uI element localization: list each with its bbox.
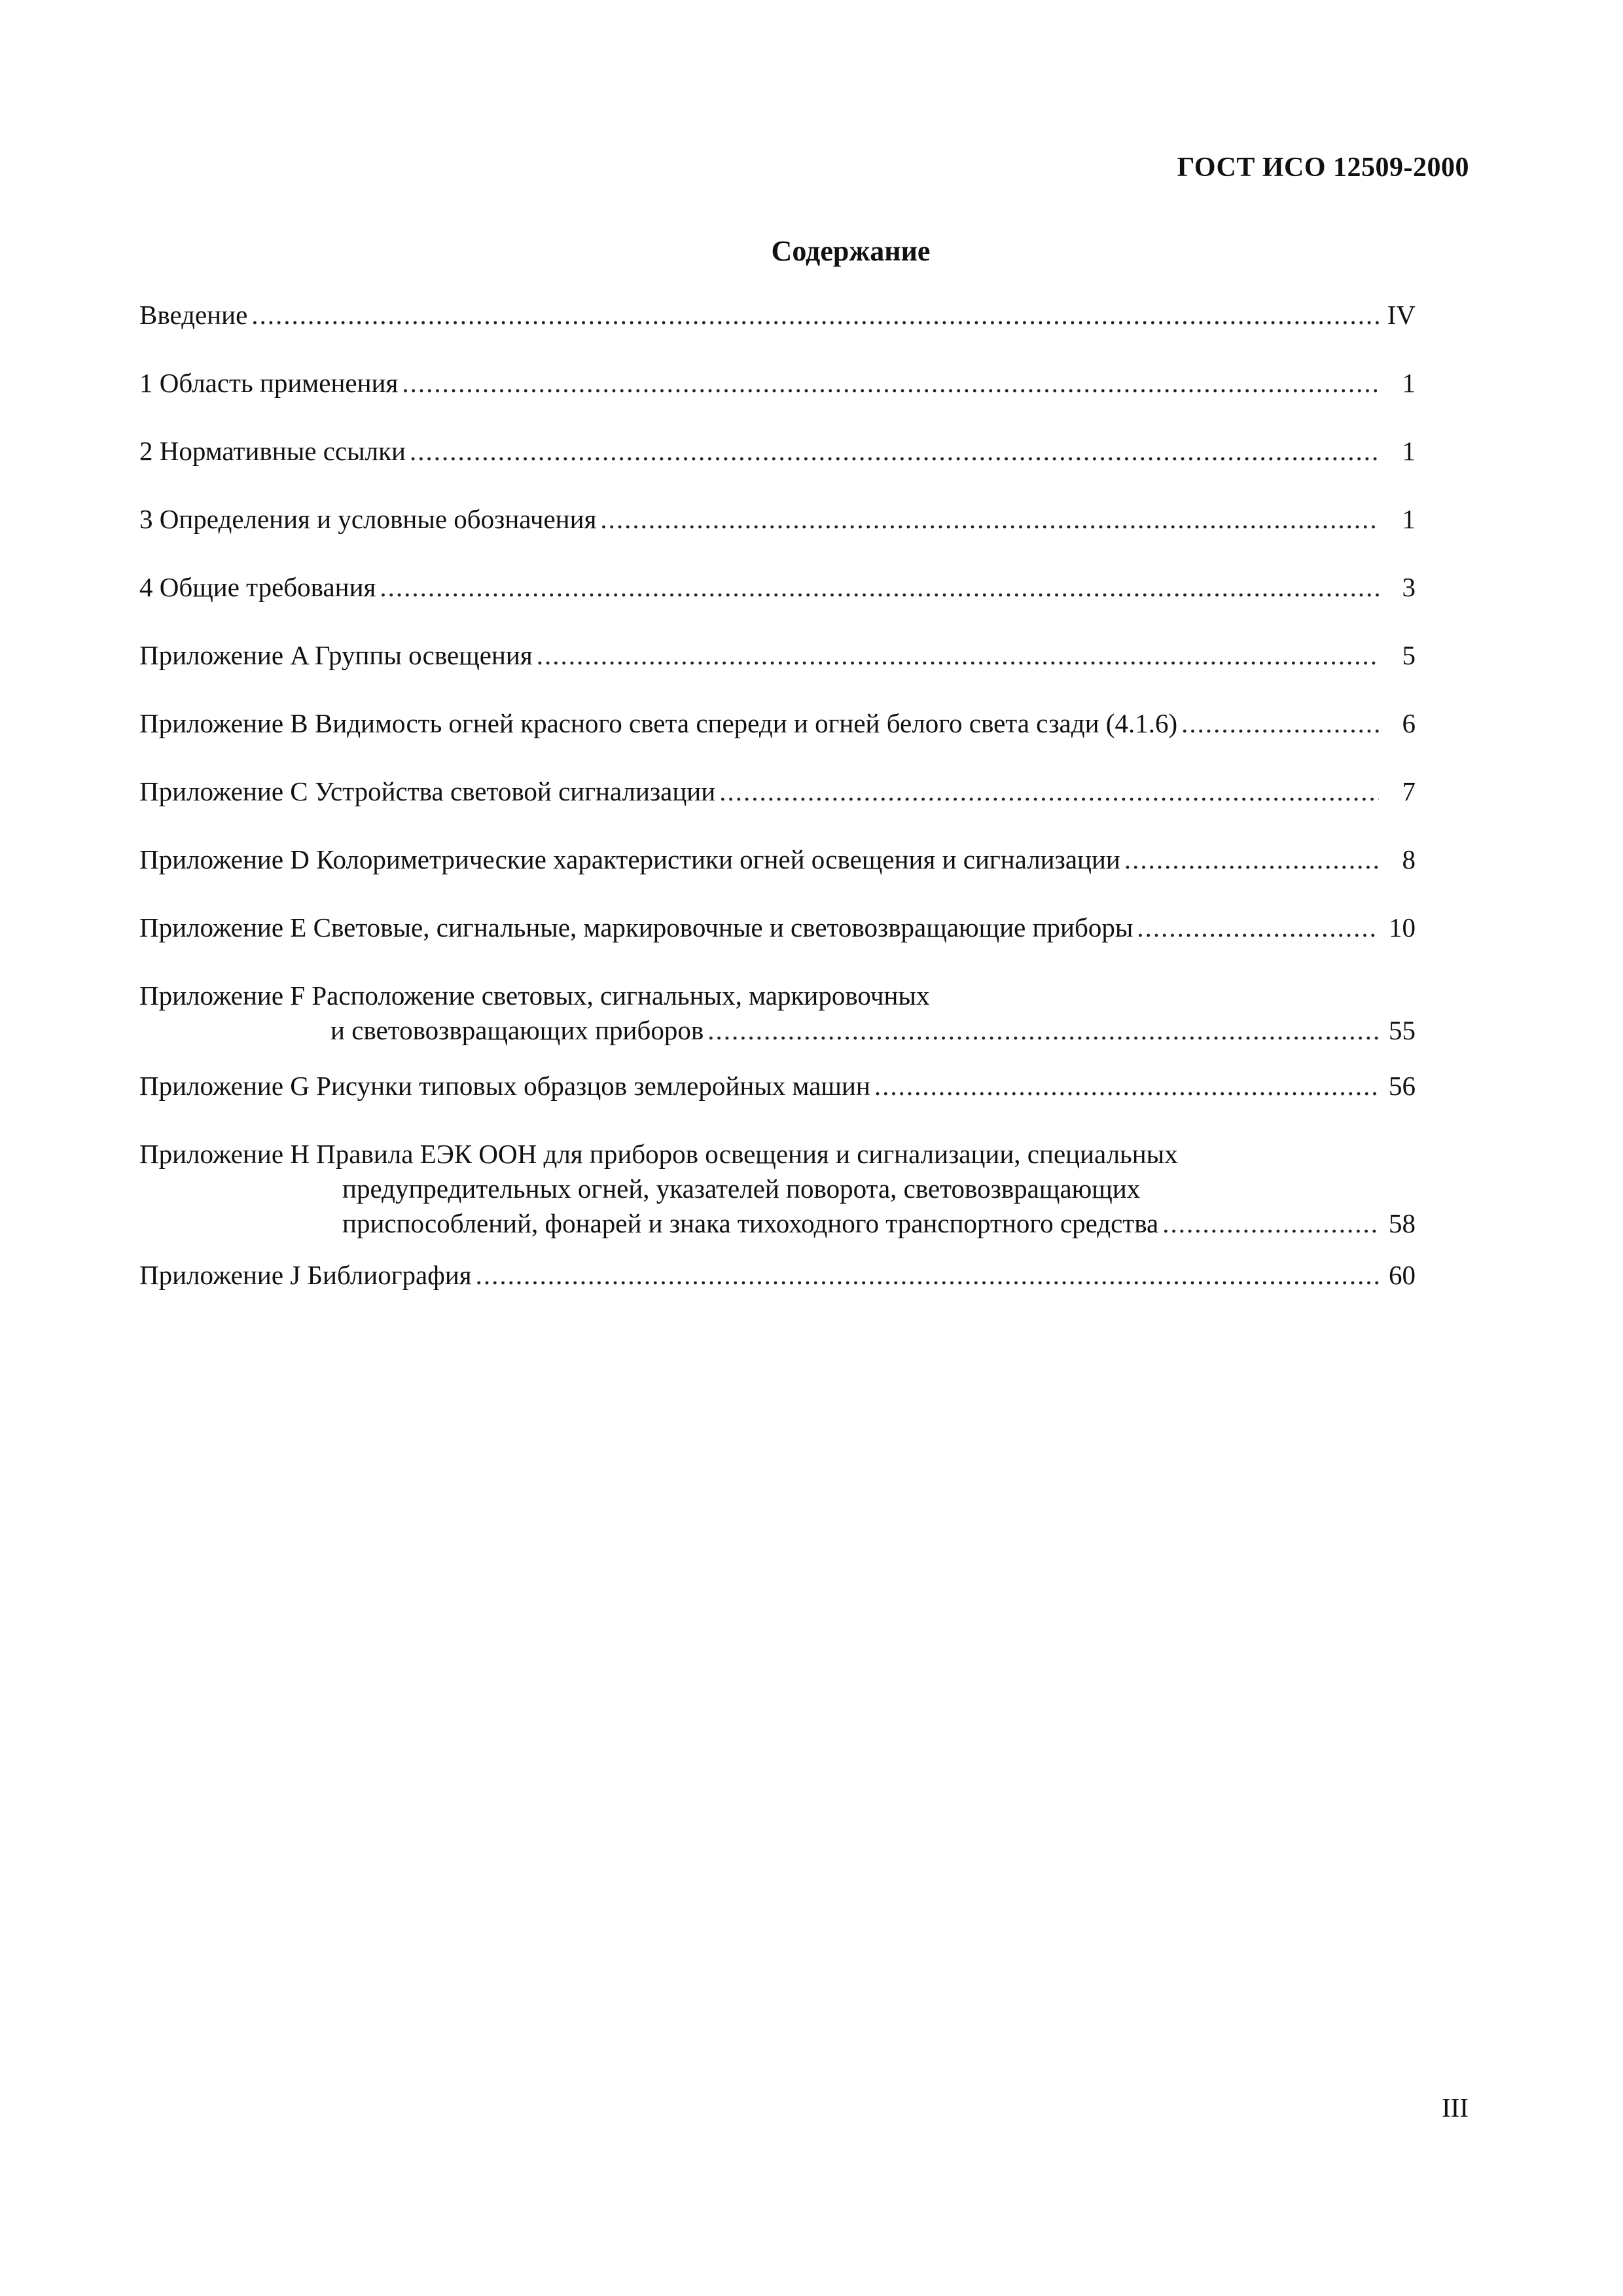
toc-entry-page: IV <box>1387 300 1416 330</box>
dot-leader <box>380 570 1379 605</box>
toc-entry-text: Приложение E Световые, сигнальные, маркировочные и световозвращающие приборы <box>139 912 1133 942</box>
toc-title: Содержание <box>771 235 931 267</box>
toc-entry-text-continued: предупредительных огней, указателей поворота, световозвращающих <box>342 1174 1141 1204</box>
dot-leader <box>537 638 1379 673</box>
toc-entry-general-requirements[interactable] <box>139 570 1416 605</box>
toc-entry-text: 2 Нормативные ссылки <box>139 436 406 466</box>
toc-entry-page: 1 <box>1402 436 1416 466</box>
toc-entry-text: Приложение D Колориметрические характеристики огней освещения и сигнализации <box>139 844 1120 874</box>
dot-leader <box>719 774 1379 809</box>
toc-entry-text: Приложение G Рисунки типовых образцов землеройных машин <box>139 1071 870 1101</box>
dot-leader <box>1162 1206 1379 1241</box>
toc-entry-text: Приложение B Видимость огней красного света спереди и огней белого света сзади (4.1.6) <box>139 708 1178 738</box>
toc-entry-text: Приложение F Расположение световых, сигнальных, маркировочных <box>139 980 930 1011</box>
toc-entry-introduction[interactable] <box>139 298 1416 332</box>
toc-entry-references[interactable] <box>139 434 1416 469</box>
toc-entry-text: 3 Определения и условные обозначения <box>139 504 597 534</box>
toc-entry-page: 8 <box>1402 844 1416 874</box>
toc-entry-page: 55 <box>1389 1015 1416 1045</box>
toc-entry-page: 60 <box>1389 1260 1416 1290</box>
toc-entry-text: Приложение C Устройства световой сигнализации <box>139 776 716 806</box>
dot-leader <box>874 1069 1379 1103</box>
toc-entry-annex-h[interactable] <box>139 1137 1416 1241</box>
dot-leader <box>707 1013 1379 1048</box>
dot-leader <box>1137 910 1379 945</box>
dot-leader <box>476 1258 1379 1293</box>
toc-entry-text: 4 Общие требования <box>139 572 376 602</box>
toc-entry-text: Приложение J Библиография <box>139 1260 472 1290</box>
dot-leader <box>1124 842 1379 877</box>
dot-leader <box>410 434 1379 469</box>
toc-entry-annex-g[interactable] <box>139 1069 1416 1103</box>
document-code: ГОСТ ИСО 12509-2000 <box>1177 152 1469 183</box>
toc-entry-annex-b[interactable] <box>139 706 1416 741</box>
toc-entry-annex-j[interactable] <box>139 1258 1416 1293</box>
toc-entry-annex-a[interactable] <box>139 638 1416 673</box>
toc-entry-annex-f[interactable] <box>139 978 1416 1048</box>
toc-entry-annex-d[interactable] <box>139 842 1416 877</box>
toc-entry-text: Приложение H Правила ЕЭК ООН для приборов освещения и сигнализации, специальных <box>139 1139 1178 1169</box>
toc-entry-annex-e[interactable] <box>139 910 1416 945</box>
toc-entry-scope[interactable] <box>139 366 1416 401</box>
toc-entry-page: 3 <box>1402 572 1416 602</box>
dot-leader <box>402 366 1379 401</box>
dot-leader <box>600 502 1379 537</box>
toc-entry-definitions[interactable] <box>139 502 1416 537</box>
toc-entry-page: 6 <box>1402 708 1416 738</box>
toc-entry-page: 7 <box>1402 776 1416 806</box>
toc-entry-page: 10 <box>1389 912 1416 942</box>
toc-entry-text-continued: и световозвращающих приборов <box>330 1015 704 1045</box>
toc-entry-text-continued: приспособлений, фонарей и знака тихоходного транспортного средства <box>342 1208 1159 1238</box>
toc-entry-text: Приложение A Группы освещения <box>139 640 533 670</box>
page-number: III <box>1442 2092 1469 2123</box>
toc-entry-page: 5 <box>1402 640 1416 670</box>
toc-entry-page: 56 <box>1389 1071 1416 1101</box>
toc-entry-page: 58 <box>1389 1208 1416 1238</box>
toc-entry-text: Введение <box>139 300 248 330</box>
toc-entry-page: 1 <box>1402 368 1416 398</box>
toc-entry-page: 1 <box>1402 504 1416 534</box>
toc-entry-text: 1 Область применения <box>139 368 399 398</box>
dot-leader <box>251 298 1379 332</box>
toc-entry-annex-c[interactable] <box>139 774 1416 809</box>
dot-leader <box>1181 706 1379 741</box>
